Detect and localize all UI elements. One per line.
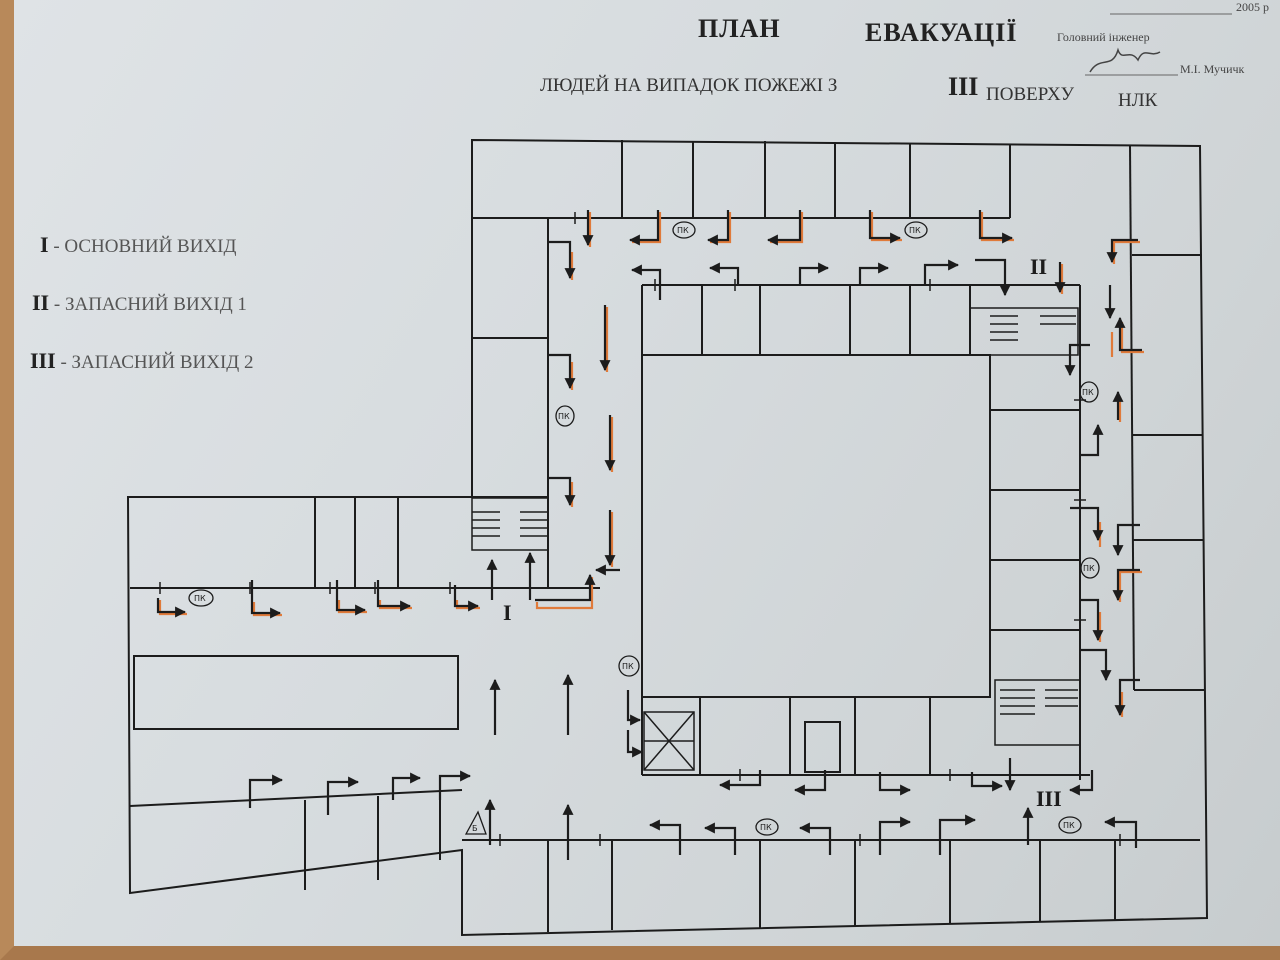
hydrant-marker [1059, 817, 1081, 833]
svg-text:ПК: ПК [1063, 821, 1075, 830]
svg-text:ПК: ПК [677, 226, 689, 235]
approval-name: М.І. Мучичк [1180, 62, 1245, 76]
hydrant-marker [905, 222, 927, 238]
legend-label: - ОСНОВНИЙ ВИХІД [53, 236, 237, 257]
svg-text:Б: Б [472, 824, 478, 833]
hydrant-marker [1080, 382, 1098, 402]
corridor-wall [130, 790, 462, 806]
exit-label-reserve-1: II [1030, 254, 1048, 279]
organization: НЛК [1118, 90, 1158, 111]
svg-text:ПК: ПК [622, 662, 634, 671]
small-room [805, 722, 840, 772]
svg-text:ПК: ПК [909, 226, 921, 235]
svg-text:ПК: ПК [760, 823, 772, 832]
title-evacuation: ЕВАКУАЦІЇ [865, 18, 1018, 47]
hydrant-marker [673, 222, 695, 238]
legend-label: - ЗАПАСНИЙ ВИХІД 2 [60, 352, 254, 373]
legend-label: - ЗАПАСНИЙ ВИХІД 1 [53, 294, 247, 315]
hydrant-marker [756, 819, 778, 835]
floor-word: ПОВЕРХУ [986, 84, 1075, 105]
legend-numeral: II [32, 290, 50, 315]
left-hall-block [134, 656, 458, 729]
signature [1090, 50, 1160, 72]
hydrant-marker [1081, 558, 1099, 578]
svg-text:ПК: ПК [1082, 388, 1094, 397]
corridor-wall [1130, 146, 1134, 690]
stairwell-ii [970, 308, 1078, 355]
fire-station-marker [466, 812, 486, 834]
floor-numeral: III [948, 72, 979, 101]
svg-text:ПК: ПК [194, 594, 206, 603]
title-plan: ПЛАН [698, 14, 781, 43]
svg-text:ПК: ПК [558, 412, 570, 421]
exit-label-main: I [503, 600, 512, 625]
hydrant-marker [189, 590, 213, 606]
hydrant-marker [556, 406, 574, 426]
courtyard [642, 355, 990, 697]
stairwell-main [472, 498, 548, 550]
hydrant-marker [619, 656, 639, 676]
approval-role: Головний інженер [1057, 30, 1150, 44]
svg-text:ПК: ПК [1083, 564, 1095, 573]
legend-numeral: III [30, 348, 56, 373]
approval-year: 2005 р [1236, 0, 1269, 14]
subtitle: ЛЮДЕЙ НА ВИПАДОК ПОЖЕЖІ З [540, 75, 838, 96]
exit-label-reserve-2: III [1036, 786, 1062, 811]
legend-numeral: I [40, 232, 49, 257]
